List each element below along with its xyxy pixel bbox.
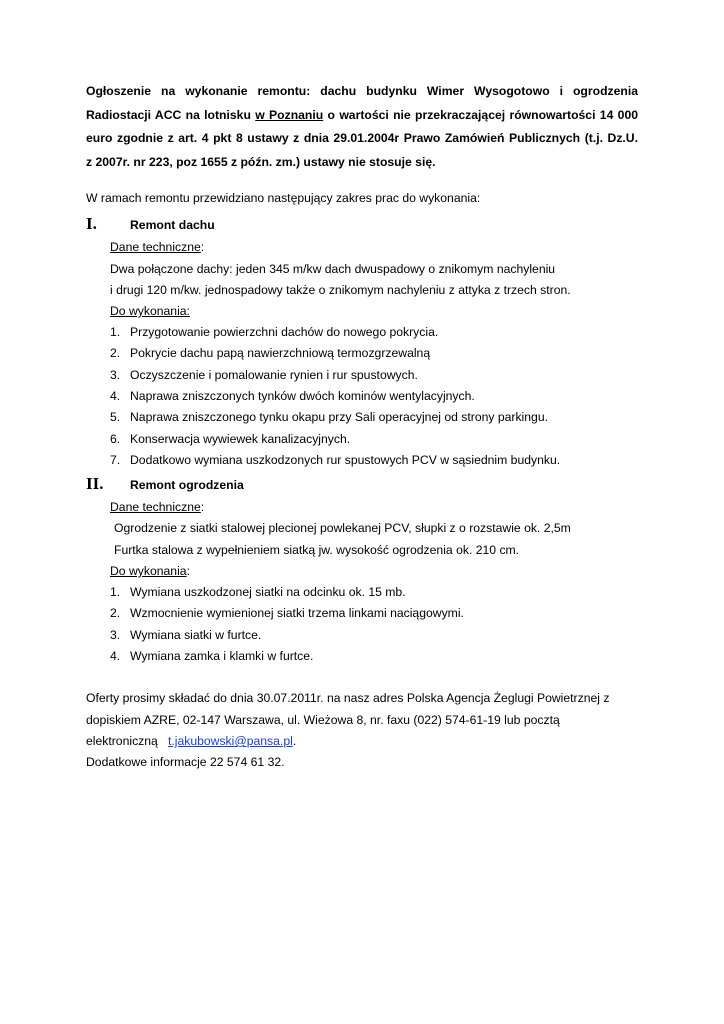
list-item-number: 1. — [110, 325, 121, 339]
list-item-number: 6. — [110, 432, 121, 446]
section-2-tech-line-2: Furtka stalowa z wypełnieniem siatką jw. wysokość ogrodzenia ok. 210 cm. — [114, 543, 520, 557]
list-item-number: 3. — [110, 368, 121, 382]
section-2-title: Remont ogrodzenia — [130, 478, 244, 492]
email-link[interactable]: t.jakubowski@pansa.pl — [167, 734, 293, 748]
list-item-number: 4. — [110, 649, 121, 663]
section-1-numeral: I. — [86, 214, 97, 233]
section-1-tech-line-2: i drugi 120 m/kw. jednospadowy także o znikomym nachyleniu z attyka z trzech stron. — [110, 283, 571, 297]
list-item-number: 2. — [110, 346, 121, 360]
heading-line-1: Ogłoszenie na wykonanie remontu: dachu budynku Wimer Wysogotowo i ogrodzenia — [86, 84, 638, 98]
tech-label-colon: : — [200, 240, 205, 254]
list-item: Wzmocnienie wymienionej siatki trzema linkami naciągowymi. — [130, 606, 464, 620]
list-item-number: 2. — [110, 606, 121, 620]
list-item: Konserwacja wywiewek kanalizacyjnych. — [130, 432, 351, 446]
list-item-number: 1. — [110, 585, 121, 599]
list-item-number: 7. — [110, 453, 121, 467]
list-item: Naprawa zniszczonych tynków dwóch kominów wentylacyjnych. — [130, 389, 475, 403]
section-2-todo-label — [110, 564, 190, 578]
heading-line-4: z 2007r. nr 223, poz 1655 z późn. zm.) ustawy nie stosuje się. — [86, 154, 436, 169]
section-1-title: Remont dachu — [130, 218, 215, 232]
offers-line-3 — [86, 734, 296, 748]
list-item: Pokrycie dachu papą nawierzchniową termozgrzewalną — [130, 346, 431, 360]
list-item: Wymiana uszkodzonej siatki na odcinku ok. 15 mb. — [130, 585, 406, 599]
location-underlined: w Poznaniu — [255, 107, 324, 122]
list-item-number: 5. — [110, 410, 121, 424]
list-item: Wymiana siatki w furtce. — [130, 628, 262, 642]
offers-email-suffix: . — [292, 734, 297, 748]
scope-text: W ramach remontu przewidziano następujący zakres prac do wykonania: — [86, 191, 481, 205]
list-item: Oczyszczenie i pomalowanie rynien i rur spustowych. — [130, 368, 418, 382]
list-item: Wymiana zamka i klamki w furtce. — [130, 649, 314, 663]
section-2-tech-label — [110, 500, 204, 514]
offers-line-1: Oferty prosimy składać do dnia 30.07.2011r. na nasz adres Polska Agencja Żeglugi Powietrznej z — [86, 691, 610, 705]
list-item-number: 4. — [110, 389, 121, 403]
section-2-tech-line-1: Ogrodzenie z siatki stalowej plecionej powlekanej PCV, słupki z o rozstawie ok. 2,5m — [114, 521, 571, 535]
additional-info: Dodatkowe informacje 22 574 61 32. — [86, 755, 285, 769]
heading-line-2-a: Radiostacji ACC na lotnisku — [86, 107, 256, 122]
section-1-tech-label — [110, 240, 204, 254]
tech-label-text: Dane techniczne — [110, 240, 201, 254]
list-item: Dodatkowo wymiana uszkodzonych rur spustowych PCV w sąsiednim budynku. — [130, 453, 561, 467]
list-item-number: 3. — [110, 628, 121, 642]
heading-line-2 — [86, 104, 638, 128]
list-item: Przygotowanie powierzchni dachów do nowego pokrycia. — [130, 325, 439, 339]
offers-email-prefix: elektroniczną — [86, 734, 168, 748]
tech-label-text: Dane techniczne — [110, 500, 201, 514]
heading-line-2-b: o wartości nie przekraczającej równowartości 14 000 — [323, 107, 639, 122]
tech-label-colon: : — [200, 500, 205, 514]
todo-label-text: Do wykonania — [110, 564, 187, 578]
section-1-todo-label: Do wykonania: — [110, 304, 190, 318]
section-1-tech-line-1: Dwa połączone dachy: jeden 345 m/kw dach dwuspadowy o znikomym nachyleniu — [110, 262, 556, 276]
announcement-heading — [86, 80, 638, 174]
section-2-numeral: II. — [86, 474, 104, 493]
offers-line-2: dopiskiem AZRE, 02-147 Warszawa, ul. Wieżowa 8, nr. faxu (022) 574-61-19 lub pocztą — [86, 713, 560, 727]
heading-line-3: euro zgodnie z art. 4 pkt 8 ustawy z dnia 29.01.2004r Prawo Zamówień Publicznych (t.j. Dz.U. — [86, 131, 638, 145]
list-item: Naprawa zniszczonego tynku okapu przy Sali operacyjnej od strony parkingu. — [130, 410, 548, 424]
todo-label-colon: : — [186, 564, 190, 578]
